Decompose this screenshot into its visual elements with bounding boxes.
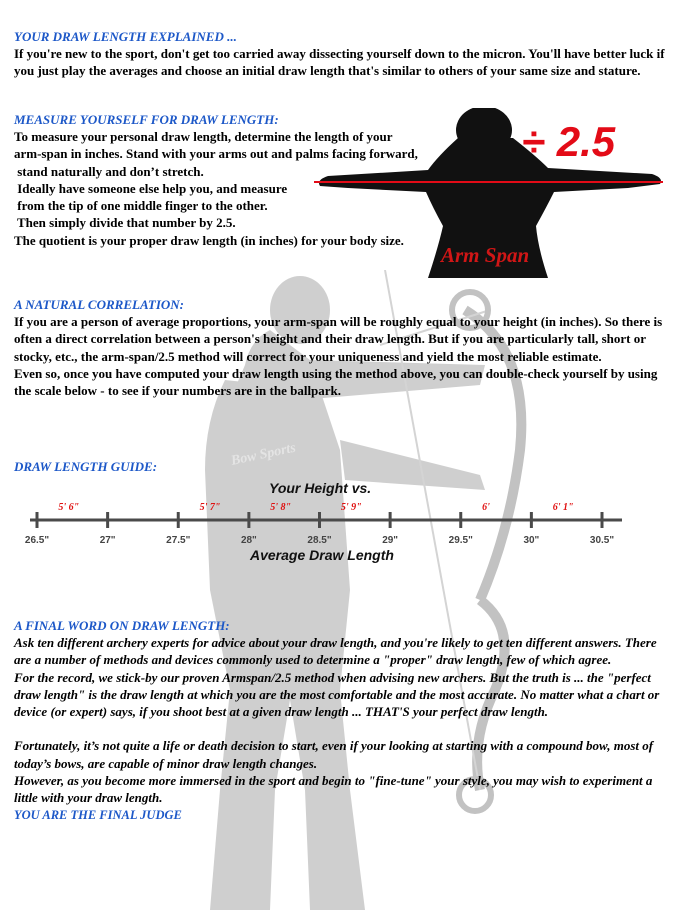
paragraph-final-word-3: Fortunately, it’s not quite a life or death decision to start, even if your looking at starting with a compound bow, most of today’s bows, are capable of minor draw length changes. (14, 738, 654, 771)
height-label: 5' 8" (270, 502, 292, 513)
paragraph-final-word-2: For the record, we stick-by our proven Armspan/2.5 method when advising new archers. But the truth is ... the "perfect draw length" is the draw length at which you are the most comfortable and the most accurate. No matter what a chart or device (or expert) says, if you shoot best at a given draw length ... THAT'S your perfect draw length. (14, 669, 660, 720)
section-natural-correlation (14, 296, 666, 399)
closing-final-judge: YOU ARE THE FINAL JUDGE (14, 807, 182, 822)
arm-span-label: Arm Span (441, 243, 530, 267)
section-draw-length-explained (14, 28, 669, 80)
draw-length-tick-label: 28.5" (307, 535, 332, 546)
scale-top-label: Your Height vs. (269, 480, 372, 496)
measure-line-5: from the tip of one middle finger to the other. (14, 198, 268, 214)
draw-length-tick-label: 26.5" (24, 535, 50, 546)
heading-final-word: A FINAL WORD ON DRAW LENGTH: (14, 618, 230, 633)
height-label: 6' 1" (552, 502, 574, 513)
draw-length-tick-label: 27.5" (166, 535, 191, 546)
scale-bottom-label: Average Draw Length (250, 547, 394, 563)
paragraph-natural-correlation: If you are a person of average proportions, your arm-span will be roughly equal to your height (in inches). So there is often a direct correlation between a person's height and their draw length. But if you are particularly tall, short or stocky, etc., the arm-span/2.5 method will correct for your uniqueness and yield the most reliable estimate. (14, 314, 663, 364)
divide-by-label: ÷ 2.5 (522, 118, 616, 165)
measure-line-7: The quotient is your proper draw length (in inches) for your body size. (14, 232, 404, 248)
watermark-text: Bow Sports (229, 440, 298, 469)
section-final-word (14, 617, 666, 824)
draw-length-tick-label: 29" (382, 535, 399, 546)
draw-length-tick-label: 29.5" (448, 535, 473, 546)
paragraph-final-word-4: However, as you become more immersed in the sport and begin to "fine-tune" your style, you may wish to experiment a little with your draw length. (14, 773, 653, 806)
height-label: 5' 9" (340, 502, 362, 513)
measure-line-1: To measure your personal draw length, determine the length of your (14, 129, 393, 144)
measure-line-2: arm-span in inches. Stand with your arms out and palms facing forward, (14, 146, 418, 162)
heading-draw-length-guide: DRAW LENGTH GUIDE: (14, 459, 158, 474)
draw-length-tick-label: 30.5" (589, 535, 615, 546)
paragraph-double-check: Even so, once you have computed your draw length using the method above, you can double-check yourself by using the scale below - to see if your numbers are in the ballpark. (14, 365, 658, 399)
draw-length-tick-label: 30" (523, 535, 540, 546)
heading-draw-length-explained: YOUR DRAW LENGTH EXPLAINED ... (14, 29, 237, 44)
draw-length-tick-label: 27" (99, 535, 116, 546)
measure-line-6: Then simply divide that number by 2.5. (14, 215, 236, 231)
heading-measure-yourself: MEASURE YOURSELF FOR DRAW LENGTH: (14, 112, 279, 127)
paragraph-final-word-1: Ask ten different archery experts for advice about your draw length, and you're likely to get ten different answers. There are a number of methods and devices commonly used to determine a "proper" draw length, few of which agree. (14, 635, 657, 668)
paragraph-draw-length-explained: If you're new to the sport, don't get too carried away dissecting yourself down to the micron. You'll have better luck if you just play the averages and choose an initial draw length that's similar to others of your same size and stature. (14, 46, 665, 79)
height-label: 5' 7" (199, 502, 221, 513)
draw-length-scale (0, 470, 678, 570)
height-label: 5' 6" (58, 502, 80, 513)
draw-length-tick-label: 28" (240, 535, 257, 546)
height-label: 6' (482, 502, 490, 513)
measure-line-4: Ideally have someone else help you, and measure (14, 180, 288, 196)
measure-line-3: stand naturally and don’t stretch. (14, 163, 204, 179)
heading-natural-correlation: A NATURAL CORRELATION: (14, 297, 184, 312)
